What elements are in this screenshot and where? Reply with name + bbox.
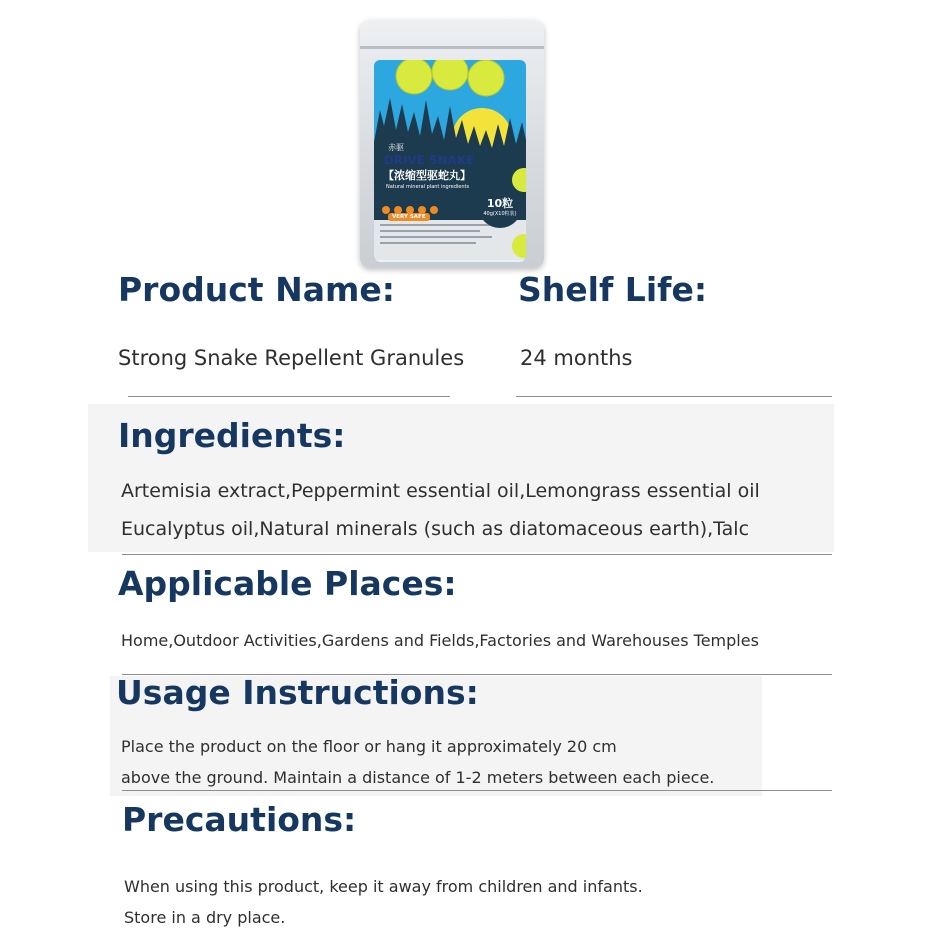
pouch-zipper xyxy=(360,46,544,49)
ingredients-line-1: Artemisia extract,Peppermint essential oil,Lemongrass essential oil xyxy=(121,480,760,502)
shelf-life-heading: Shelf Life: xyxy=(518,270,708,309)
applicable-places-value: Home,Outdoor Activities,Gardens and Fields,Factories and Warehouses Temples xyxy=(121,631,759,650)
product-name-heading: Product Name: xyxy=(118,270,395,309)
pouch-tagline: Natural mineral plant ingredients xyxy=(386,184,470,190)
pouch-weight: 40g(X10粒装) xyxy=(483,211,517,217)
divider xyxy=(128,396,450,397)
ingredients-line-2: Eucalyptus oil,Natural minerals (such as diatomaceous earth),Talc xyxy=(121,518,750,540)
pouch-label-window xyxy=(374,60,526,262)
usage-line-1: Place the product on the floor or hang it approximately 20 cm xyxy=(121,737,617,756)
applicable-places-heading: Applicable Places: xyxy=(118,564,457,603)
usage-instructions-heading: Usage Instructions: xyxy=(116,673,479,712)
pouch-title: DRIVE SNAKE xyxy=(384,153,475,167)
ingredients-heading: Ingredients: xyxy=(118,416,346,455)
precautions-line-1: When using this product, keep it away from children and infants. xyxy=(124,877,643,896)
pouch-subtitle: 【浓缩型驱蛇丸】 xyxy=(383,169,471,182)
pouch-safe-badge: VERY SAFE xyxy=(388,213,430,221)
usage-line-2: above the ground. Maintain a distance of 1-2 meters between each piece. xyxy=(121,768,715,787)
product-name-value: Strong Snake Repellent Granules xyxy=(118,346,465,370)
divider xyxy=(516,396,832,397)
pouch-count: 10粒 xyxy=(486,197,514,210)
product-pouch-image xyxy=(360,20,544,268)
pouch-brand-logo: 赤驱 xyxy=(388,143,404,152)
divider xyxy=(122,790,832,791)
precautions-line-2: Store in a dry place. xyxy=(124,908,286,927)
divider xyxy=(122,554,832,555)
precautions-heading: Precautions: xyxy=(122,800,357,839)
shelf-life-value: 24 months xyxy=(520,346,633,370)
